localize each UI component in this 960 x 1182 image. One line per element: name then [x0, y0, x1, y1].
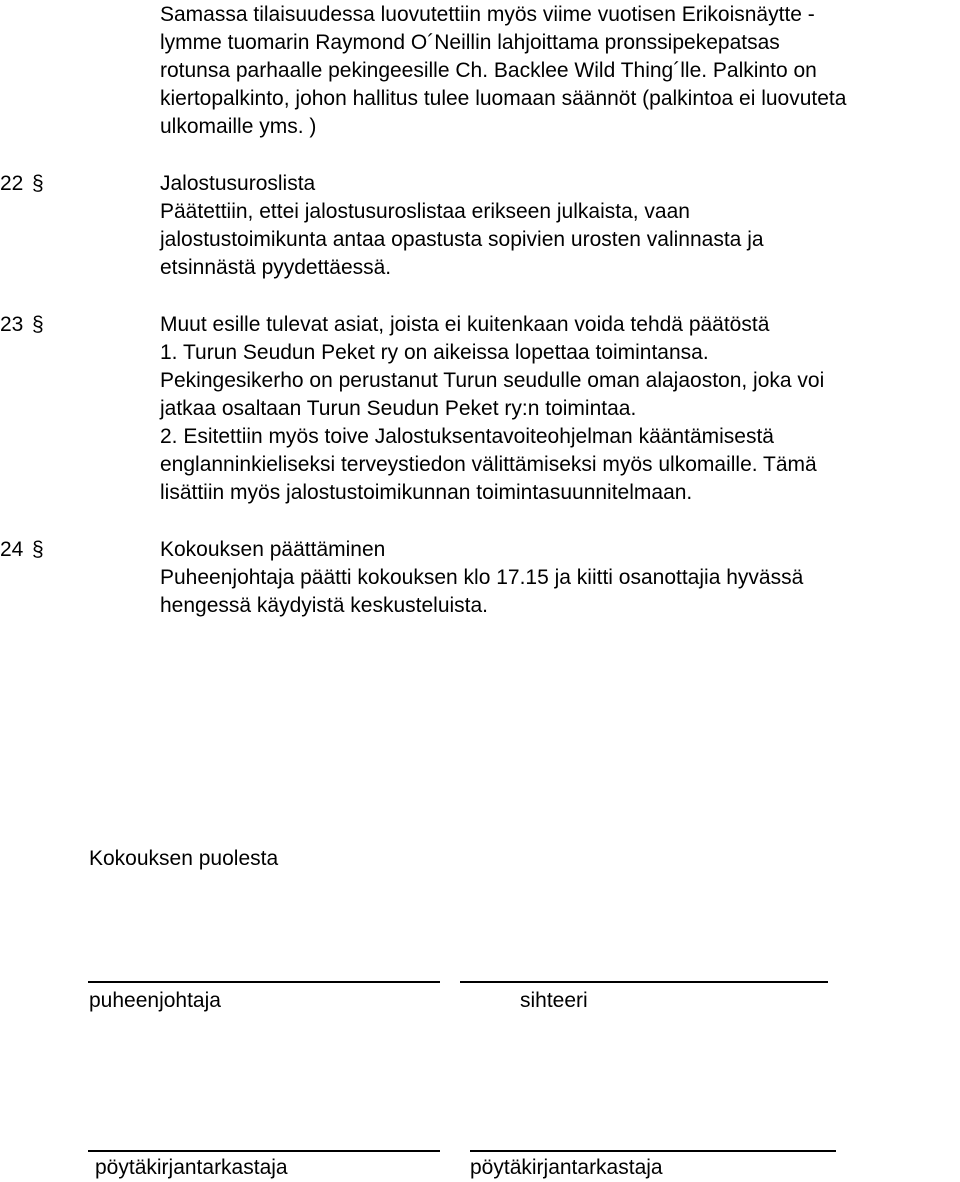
section-title: Jalostusuroslista — [160, 172, 316, 195]
section-number: 23 — [0, 313, 24, 336]
section-title: Kokouksen päättäminen — [160, 538, 386, 561]
section-title: Muut esille tulevat asiat, joista ei kuitenkaan voida tehdä päätöstä — [160, 313, 770, 336]
section-line: Pekingesikerho on perustanut Turun seudulle oman alajaoston, joka voi — [160, 369, 825, 392]
section-line: englanninkieliseksi terveystiedon välittämiseksi myös ulkomaille. Tämä — [160, 453, 817, 476]
intro-line: rotunsa parhaalle pekingeesille Ch. Backlee Wild Thing´lle. Palkinto on — [160, 59, 817, 82]
inspector-2-signature-line — [470, 1150, 836, 1152]
section-line: 2. Esitettiin myös toive Jalostuksentavoiteohjelman kääntämisestä — [160, 425, 774, 448]
section-line: etsinnästä pyydettäessä. — [160, 256, 392, 279]
section-sign-icon: § — [32, 313, 44, 336]
section-line: 1. Turun Seudun Peket ry on aikeissa lopettaa toimintansa. — [160, 341, 709, 364]
intro-line: Samassa tilaisuudessa luovutettiin myös viime vuotisen Erikoisnäytte - — [160, 3, 815, 26]
signature-heading: Kokouksen puolesta — [89, 847, 279, 870]
section-line: jatkaa osaltaan Turun Seudun Peket ry:n toimintaa. — [160, 397, 637, 420]
section-number: 22 — [0, 172, 24, 195]
section-sign-icon: § — [32, 538, 44, 561]
section-line: lisättiin myös jalostustoimikunnan toimintasuunnitelmaan. — [160, 481, 693, 504]
secretary-signature-line — [460, 981, 828, 983]
intro-line: lymme tuomarin Raymond O´Neillin lahjoittama pronssipekepatsas — [160, 31, 780, 54]
secretary-label: sihteeri — [520, 989, 588, 1012]
section-line: Puheenjohtaja päätti kokouksen klo 17.15 ja kiitti osanottajia hyvässä — [160, 566, 804, 589]
section-number: 24 — [0, 538, 24, 561]
chair-signature-line — [88, 981, 440, 983]
section-line: hengessä käydyistä keskusteluista. — [160, 594, 489, 617]
section-line: Päätettiin, ettei jalostusuroslistaa erikseen julkaista, vaan — [160, 200, 690, 223]
inspector-2-label: pöytäkirjantarkastaja — [470, 1156, 663, 1179]
intro-line: ulkomaille yms. ) — [160, 115, 317, 138]
intro-line: kiertopalkinto, johon hallitus tulee luomaan säännöt (palkintoa ei luovuteta — [160, 87, 847, 110]
chair-label: puheenjohtaja — [89, 989, 221, 1012]
inspector-1-signature-line — [88, 1150, 440, 1152]
section-sign-icon: § — [32, 172, 44, 195]
section-line: jalostustoimikunta antaa opastusta sopivien urosten valinnasta ja — [160, 228, 764, 251]
inspector-1-label: pöytäkirjantarkastaja — [95, 1156, 288, 1179]
